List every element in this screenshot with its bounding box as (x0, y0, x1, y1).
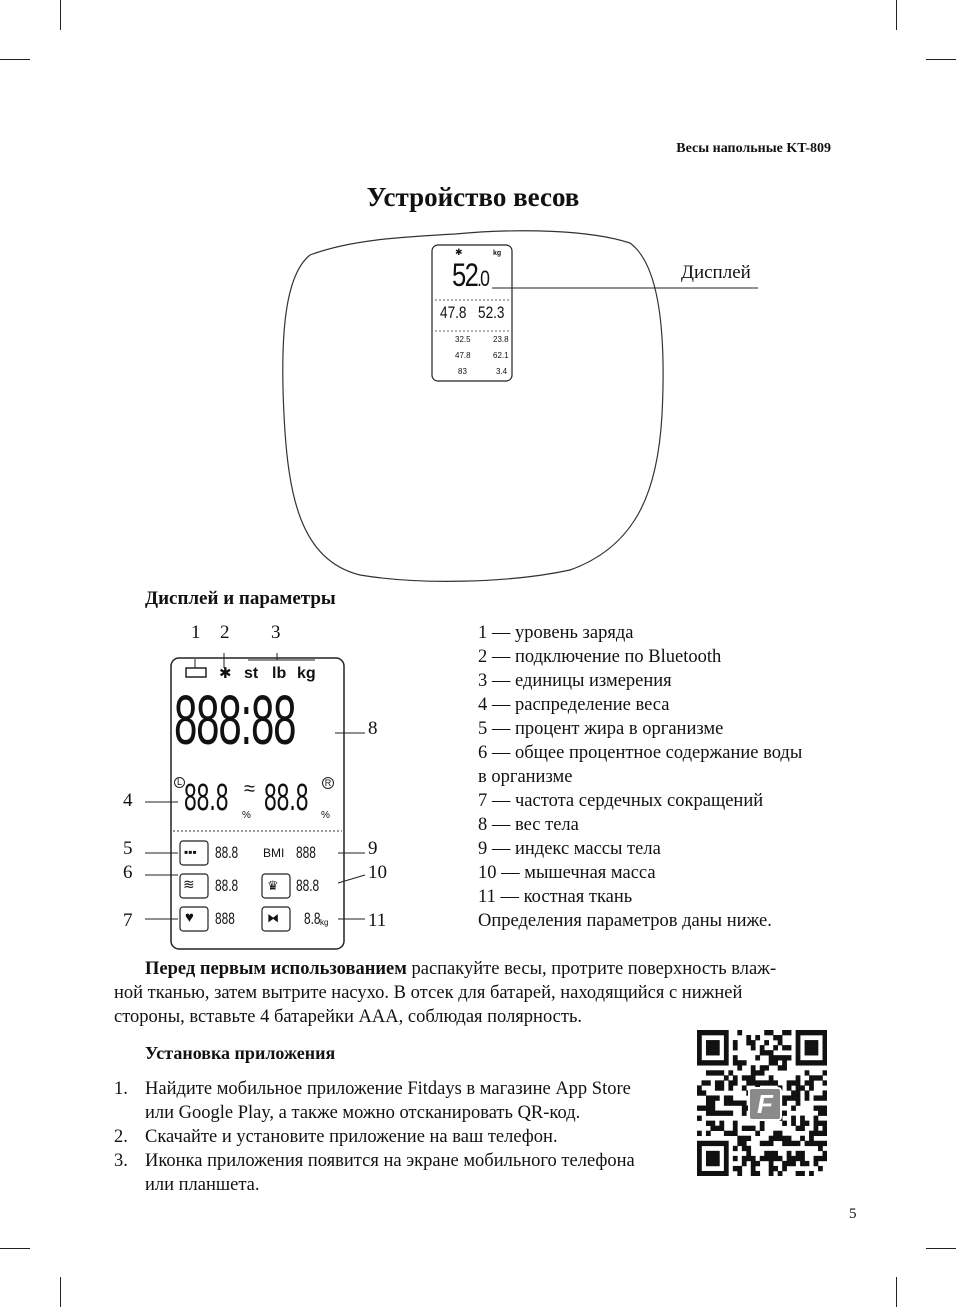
legend-item: 8 — вес тела (478, 815, 579, 835)
intro-line: ной тканью, затем вытрите насухо. В отсек для батарей, находящийся с нижней (114, 983, 743, 1003)
muscle-icon: ♛ (267, 878, 279, 893)
running-header: Весы напольные KT-809 (676, 141, 831, 156)
callout-6: 6 (123, 862, 133, 883)
lcd-unit: kg (493, 250, 502, 257)
legend-item: 5 — процент жира в организме (478, 719, 724, 739)
step-number: 3. (114, 1151, 128, 1171)
callout-2: 2 (220, 622, 230, 643)
balance-icon: ≈ (244, 778, 255, 800)
crop-mark (0, 59, 30, 60)
page-title: Устройство весов (366, 182, 580, 212)
step-text: Иконка приложения появится на экране мобильного телефона (145, 1151, 635, 1171)
crop-mark (60, 1277, 61, 1307)
qr-app-logo: F (748, 1087, 782, 1121)
step-item (114, 1125, 684, 1149)
display-label: Дисплей (681, 262, 751, 283)
lcd-bmi: 23.8 (493, 335, 509, 344)
legend-item: 2 — подключение по Bluetooth (478, 647, 722, 667)
row-bmi: 888 (296, 843, 316, 862)
callout-9: 9 (368, 838, 378, 859)
crop-mark (896, 0, 897, 30)
callout-4: 4 (123, 790, 133, 811)
legend-item: 10 — мышечная масса (478, 863, 656, 883)
crop-mark (896, 1277, 897, 1307)
lcd-left-value: 47.8 (440, 303, 467, 322)
crop-mark (926, 59, 956, 60)
row-muscle: 88.8 (296, 876, 320, 895)
callout-1: 1 (191, 622, 201, 643)
legend-item: 1 — уровень заряда (478, 623, 634, 643)
app-steps (114, 1077, 684, 1197)
unit-kg: kg (297, 665, 316, 682)
intro-text: распакуйте весы, протрите поверхность влаж- (406, 959, 777, 979)
lcd-water: 47.8 (455, 351, 471, 360)
step-number: 1. (114, 1079, 128, 1099)
left-weight: 88.8 (184, 777, 229, 819)
callout-10: 10 (368, 862, 387, 883)
lcd-heart: 83 (458, 367, 467, 376)
page-number: 5 (849, 1206, 857, 1222)
callout-11: 11 (368, 910, 387, 931)
step-text: или планшета. (145, 1175, 260, 1195)
lcd-weight: 52.0 (452, 257, 489, 293)
intro-paragraph (114, 957, 834, 1029)
fat-icon: ▪▪▪ (184, 845, 197, 859)
lcd-bluetooth-icon: ✱ (455, 247, 463, 257)
step-item (114, 1149, 684, 1197)
step-text: Найдите мобильное приложение Fitdays в магазине App Store (145, 1079, 631, 1099)
unit-st: st (244, 665, 259, 682)
legend-item: в организме (478, 767, 573, 787)
intro-bold: Перед первым использованием (145, 959, 407, 979)
step-item (114, 1077, 684, 1125)
heart-icon: ♥ (185, 909, 194, 926)
step-text: Скачайте и установите приложение на ваш телефон. (145, 1127, 558, 1147)
legend-item: 3 — единицы измерения (478, 671, 672, 691)
lcd-bone: 3.4 (496, 367, 508, 376)
bluetooth-icon: ✱ (219, 665, 232, 682)
row-bone: 8.8 (304, 909, 321, 928)
app-heading: Установка приложения (145, 1043, 336, 1063)
bmi-label: BMI (263, 846, 285, 860)
callout-7: 7 (123, 910, 133, 931)
unit-lb: lb (272, 665, 287, 682)
row-heart: 888 (215, 909, 235, 928)
row-water: 88.8 (215, 876, 239, 895)
legend-item: 4 — распределение веса (478, 695, 670, 715)
intro-line: стороны, вставьте 4 батарейки ААА, соблюдая полярность. (114, 1007, 583, 1027)
left-pct: % (242, 810, 251, 821)
step-number: 2. (114, 1127, 128, 1147)
legend-item: Определения параметров даны ниже. (478, 911, 772, 931)
legend-item: 7 — частота сердечных сокращений (478, 791, 764, 811)
right-weight: 88.8 (264, 777, 309, 819)
step-text: или Google Play, а также можно отсканировать QR-код. (145, 1103, 581, 1123)
row-fat: 88.8 (215, 843, 239, 862)
callout-3: 3 (271, 622, 281, 643)
params-heading: Дисплей и параметры (145, 588, 336, 609)
lcd-muscle: 62.1 (493, 351, 509, 360)
R-marker: R (322, 777, 334, 789)
water-icon: ≋ (183, 876, 195, 892)
crop-mark (60, 0, 61, 30)
crop-mark (926, 1248, 956, 1249)
legend-item: 6 — общее процентное содержание воды (478, 743, 803, 763)
callout-8: 8 (368, 718, 378, 739)
lcd-right-value: 52.3 (478, 303, 505, 322)
crop-mark (0, 1248, 30, 1249)
weight-digits: 888:88 (174, 681, 296, 759)
bone-unit: kg (320, 918, 329, 927)
legend-item: 11 — костная ткань (478, 887, 633, 907)
right-pct: % (321, 810, 330, 821)
callout-5: 5 (123, 838, 133, 859)
L-marker: L (174, 777, 185, 788)
legend (478, 621, 802, 933)
bone-icon: ⧓ (267, 911, 279, 925)
legend-item: 9 — индекс массы тела (478, 839, 661, 859)
lcd-fat: 32.5 (455, 335, 471, 344)
